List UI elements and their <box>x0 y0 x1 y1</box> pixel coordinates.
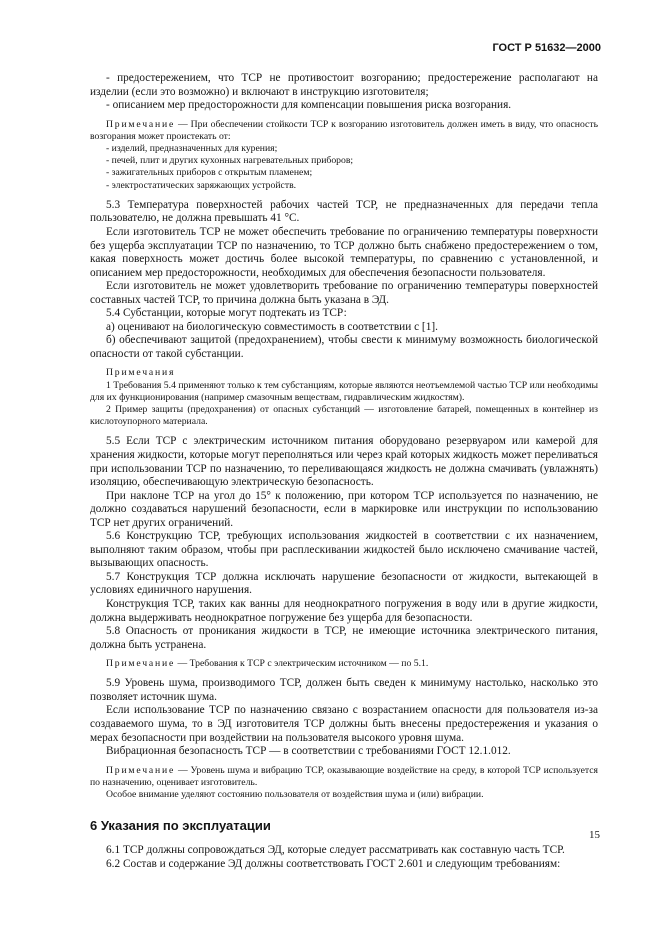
document-body <box>90 72 598 871</box>
note-list-item: - изделий, предназначенных для курения; <box>106 143 278 155</box>
paragraph: - описанием мер предосторожности для компенсации повышения риска возгорания. <box>106 99 512 112</box>
note-label: Примечание <box>106 118 176 130</box>
clause-5-8: 5.8 Опасность от проникания жидкости в ТСР, не имеющие источника электрического питания, должна быть устранена. <box>90 625 598 651</box>
note-text: Особое внимание уделяют состоянию пользователя от воздействия шума и (или) вибрации. <box>106 789 484 801</box>
paragraph: При наклоне ТСР на угол до 15° к положению, при котором ТСР используется по назначению, не должно создаваться нарушений безопасности, если в маркировке или инструкции по использованию ТСР нет других ограничений. <box>90 489 598 529</box>
note-2-label <box>90 367 598 379</box>
note-item: 1 Требования 5.4 применяют только к тем субстанциям, которые являются неотъемлемой частью ТСР или необходимы для их функционирования (например смазочным веществам, гидравлическим жидкостям). <box>90 379 598 403</box>
note-label: Примечание <box>106 764 176 776</box>
list-item: а) оценивают на биологическую совместимость в соответствии с [1]. <box>106 320 438 333</box>
clause-5-6: 5.6 Конструкцию ТСР, требующих использования жидкостей в соответствии с их назначением, выполняют таким образом, чтобы при расплескивании жидкостей было исключено смачивание частей, вызывающих опасность. <box>90 530 598 570</box>
paragraph: Вибрационная безопасность ТСР — в соответствии с требованиями ГОСТ 12.1.012. <box>106 745 511 758</box>
paragraph: Конструкция ТСР, таких как ванны для неоднократного погружения в воду или в другие жидкости, должна выдерживать неоднократное погружение без ущерба для безопасности. <box>90 598 598 624</box>
clause-5-5: 5.5 Если ТСР с электрическим источником питания оборудовано резервуаром или камерой для хранения жидкости, которые могут переполняться или через край которых жидкость может переливаться при использовании ТСР по назначению, то переливающаяся жидкость не должна смачивать (увлажнять) изоляцию, обеспечивающую электрическую безопасность. <box>90 435 598 489</box>
clause-5-3: 5.3 Температура поверхностей рабочих частей ТСР, не предназначенных для передачи тепла пользователю, не должна превышать 41 °С. <box>90 198 598 225</box>
page-number: 15 <box>589 829 600 841</box>
paragraph: Если изготовитель ТСР не может обеспечить требование по ограничению температуры поверхности без ущерба эксплуатации ТСР по назначению, то ТСР должно быть снабжено предостережением о том, какая поверхность может достичь более высокой температуры, по сравнению с установленной, и описанием мер предосторожности, необходимых для обеспечения безопасности пользователя. <box>90 225 598 279</box>
note-text: — Требования к ТСР с электрическим источником — по 5.1. <box>175 658 429 670</box>
note-list-item: - электростатических заряжающих устройств. <box>106 179 297 191</box>
section-heading: 6 Указания по эксплуатации <box>90 818 271 834</box>
clause-5-9: 5.9 Уровень шума, производимого ТСР, должен быть сведен к минимуму настолько, насколько это позволяет источник шума. <box>90 677 598 703</box>
note-text: — При обеспечении стойкости ТСР к возгоранию изготовитель должен иметь в виду, что опасность возгорания может проистекать от: <box>90 118 598 142</box>
page-header: ГОСТ Р 51632—2000 <box>492 42 601 54</box>
clause-5-7: 5.7 Конструкция ТСР должна исключать нарушение безопасности от жидкости, вытекающей в условиях единичного нарушения. <box>90 570 598 597</box>
note-list-item: - зажигательных приборов с открытым пламенем; <box>106 167 313 179</box>
note-4 <box>90 765 598 789</box>
note-label: Примечания <box>106 367 176 379</box>
clause-6-2: 6.2 Состав и содержание ЭД должны соответствовать ГОСТ 2.601 и следующим требованиям: <box>106 857 561 870</box>
note-label: Примечание <box>106 658 176 670</box>
clause-6-1: 6.1 ТСР должны сопровождаться ЭД, которые следует рассматривать как составную часть ТСР. <box>106 844 565 857</box>
list-item: б) обеспечивают защитой (предохранением), чтобы свести к минимуму возможность биологической опасности от такой субстанции. <box>90 334 598 360</box>
note-3 <box>90 658 598 670</box>
clause-5-4: 5.4 Субстанции, которые могут подтекать из ТСР: <box>106 307 347 320</box>
note-list-item: - печей, плит и других кухонных нагревательных приборов; <box>106 155 354 167</box>
paragraph: Если использование ТСР по назначению связано с возрастанием опасности для пользователя из-за создаваемого шума, то в ЭД изготовителя ТСР должны быть внесены предостережения и указания о мерах безопасности при воздействии на пользователя высокого уровня шума. <box>90 704 598 744</box>
paragraph: Если изготовитель не может удовлетворить требование по ограничению температуры поверхностей составных частей ТСР, то причина должна быть указана в ЭД. <box>90 280 598 306</box>
note-1 <box>90 119 598 143</box>
note-text: — Уровень шума и вибрацию ТСР, оказывающие воздействие на среду, в которой ТСР используется по назначению, оценивает изготовитель. <box>90 764 598 788</box>
note-item: 2 Пример защиты (предохранения) от опасных субстанций — изготовление батарей, помещенных в контейнер из кислотоупорного материала. <box>90 404 598 428</box>
paragraph: - предостережением, что ТСР не противостоит возгоранию; предостережение располагают на изделии (если это возможно) и включают в инструкцию изготовителя; <box>90 72 598 98</box>
